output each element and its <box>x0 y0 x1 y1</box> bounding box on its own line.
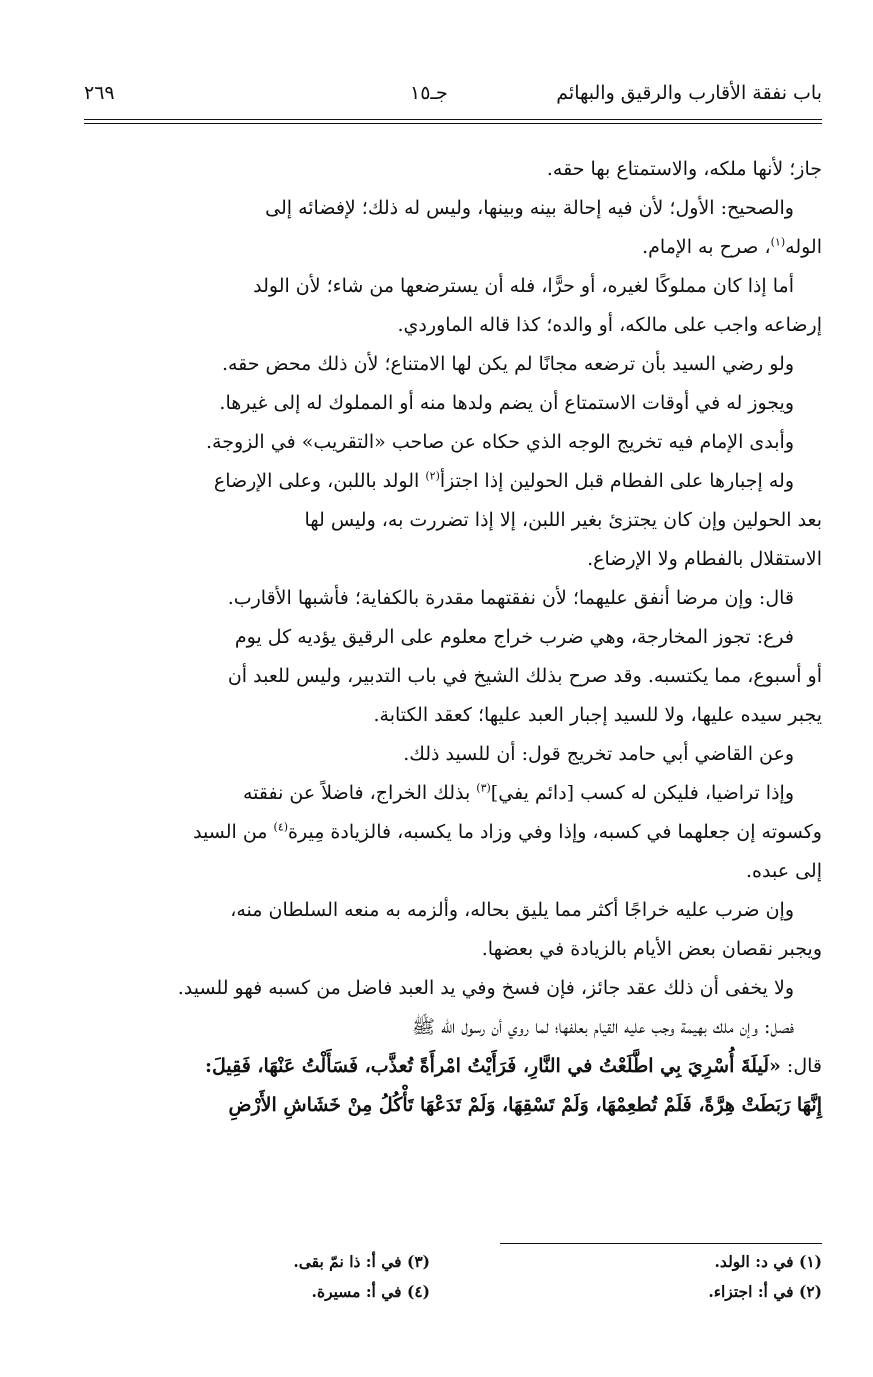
text-segment: وكسوته إن جعلهما في كسبه، وإذا وفي وزاد ما يكسبه، فالزيادة مِيرة <box>288 821 822 843</box>
text-line: بعد الحولين وإن كان يجتزئ بغير اللبن، إلا إذا تضررت به، وليس لها <box>304 509 822 531</box>
footnote-ref[interactable]: (٤) <box>273 820 289 834</box>
footnote-item <box>312 1282 430 1301</box>
header-rule-thin <box>84 123 822 124</box>
footnotes <box>84 1252 822 1332</box>
text-line: وإن ضرب عليه خراجًا أكثر مما يليق بحاله، وألزمه به منعه السلطان منه، <box>230 899 794 921</box>
footnote-ref[interactable]: (٢) <box>425 469 440 483</box>
text-line: أو أسبوع، مما يكتسبه. وقد صرح بذلك الشيخ في باب التدبير، وليس للعبد أن <box>227 665 822 687</box>
header-rule-thick <box>84 119 822 120</box>
text-segment: ، صرح به الإمام. <box>642 236 771 258</box>
text-line: ويجبر نقصان بعض الأيام بالزيادة في بعضها. <box>481 938 822 960</box>
text-line: والصحيح: الأول؛ لأن فيه إحالة بينه وبينها، وليس له ذلك؛ لإفضائه إلى <box>265 197 794 219</box>
text-line: فرع: تجوز المخارجة، وهي ضرب خراج معلوم على الرقيق يؤديه كل يوم <box>234 626 794 648</box>
footnote-number: (٣) <box>406 1252 430 1271</box>
hadith-line: إِنَّهَا رَبَطَتْ هِرَّةً، فَلَمْ تُطعِمْهَا، وَلَمْ تَسْقِهَا، وَلَمْ تَدَعْهَا تَأْكُلُ مِنْ خَشَاشِ الأَرْضِ <box>228 1094 822 1116</box>
footnote-number: (١) <box>798 1252 822 1271</box>
text-line: قال: وإن مرضا أنفق عليهما؛ لأن نفقتهما مقدرة بالكفاية؛ فأشبها الأقارب. <box>227 587 794 609</box>
text-line: ولا يخفى أن ذلك عقد جائز، فإن فسخ وفي يد العبد فاضل من كسبه فهو للسيد. <box>177 977 794 999</box>
text-line: أما إذا كان مملوكًا لغيره، أو حرًّا، فله أن يسترضعها من شاء؛ لأن الولد <box>253 275 794 297</box>
text-line: الاستقلال بالفطام ولا الإرضاع. <box>587 548 822 570</box>
footnote-ref[interactable]: (٣) <box>476 781 491 795</box>
footnote-text: في د: الولد. <box>714 1252 794 1271</box>
footnote-number: (٤) <box>406 1282 430 1301</box>
footnote-ref[interactable]: (١) <box>770 235 786 249</box>
footnote-item <box>293 1252 430 1271</box>
text-line <box>84 462 822 501</box>
main-text <box>84 150 822 1125</box>
text-line <box>84 813 822 852</box>
text-line: ولو رضي السيد بأن ترضعه مجانًا لم يكن لها الامتناع؛ لأن ذلك محض حقه. <box>221 353 794 375</box>
hadith-quote: «لَيلَةَ أُسْرِيَ بِي اطَّلَعْتُ في النَّارِ، فَرَأَيْتُ امْرأَةً تُعذَّب، فَسَأَلْتُ عَنْهَا، فَقِيلَ: <box>204 1055 781 1077</box>
text-line: وعن القاضي أبي حامد تخريج قول: أن للسيد ذلك. <box>403 743 794 765</box>
text-line: إرضاعه واجب على مالكه، أو والده؛ كذا قاله الماوردي. <box>397 314 822 336</box>
volume-label: جـ١٥ <box>410 82 448 104</box>
chapter-title: باب نفقة الأقارب والرقيق والبهائم <box>556 82 822 104</box>
text-line: يجبر سيده عليها، ولا للسيد إجبار العبد عليها؛ كعقد الكتابة. <box>373 704 822 726</box>
text-segment: قال: <box>780 1055 822 1077</box>
text-segment: بذلك الخراج، فاضلاً عن نفقته <box>242 782 477 804</box>
text-line <box>84 1047 822 1086</box>
text-segment: وله إجبارها على الفطام قبل الحولين إذا اجتزأ <box>439 470 794 492</box>
text-line <box>84 774 822 813</box>
text-line: إلى عبده. <box>746 860 822 882</box>
footnote-separator <box>500 1243 822 1244</box>
text-line: وأبدى الإمام فيه تخريج الوجه الذي حكاه عن صاحب «التقريب» في الزوجة. <box>206 431 794 453</box>
text-line: ويجوز له في أوقات الاستمتاع أن يضم ولدها منه أو المملوك له إلى غيرها. <box>219 392 794 414</box>
text-line <box>84 228 822 267</box>
page-number: ٢٦٩ <box>84 82 115 104</box>
text-segment: وإذا تراضيا، فليكن له كسب [دائم يفي] <box>490 782 794 804</box>
text-line: فصل: وإن ملك بهيمة وجب عليه القيام بعلفها؛ لما روي أن رسول الله ﷺ <box>412 1016 794 1038</box>
footnote-item <box>708 1282 822 1301</box>
text-segment: الوله <box>785 236 822 258</box>
text-segment: الولد باللبن، وعلى الإرضاع <box>213 470 426 492</box>
footnote-item <box>715 1252 822 1271</box>
page-header <box>84 82 822 118</box>
footnote-text: في أ: اجتزاء. <box>708 1282 794 1301</box>
text-segment: من السيد <box>193 821 274 843</box>
text-line: جاز؛ لأنها ملكه، والاستمتاع بها حقه. <box>546 158 822 180</box>
footnote-number: (٢) <box>798 1282 822 1301</box>
footnote-text: في أ: مسيرة. <box>311 1282 402 1301</box>
footnote-text: في أ: ذا نمّ بقى. <box>293 1252 402 1271</box>
